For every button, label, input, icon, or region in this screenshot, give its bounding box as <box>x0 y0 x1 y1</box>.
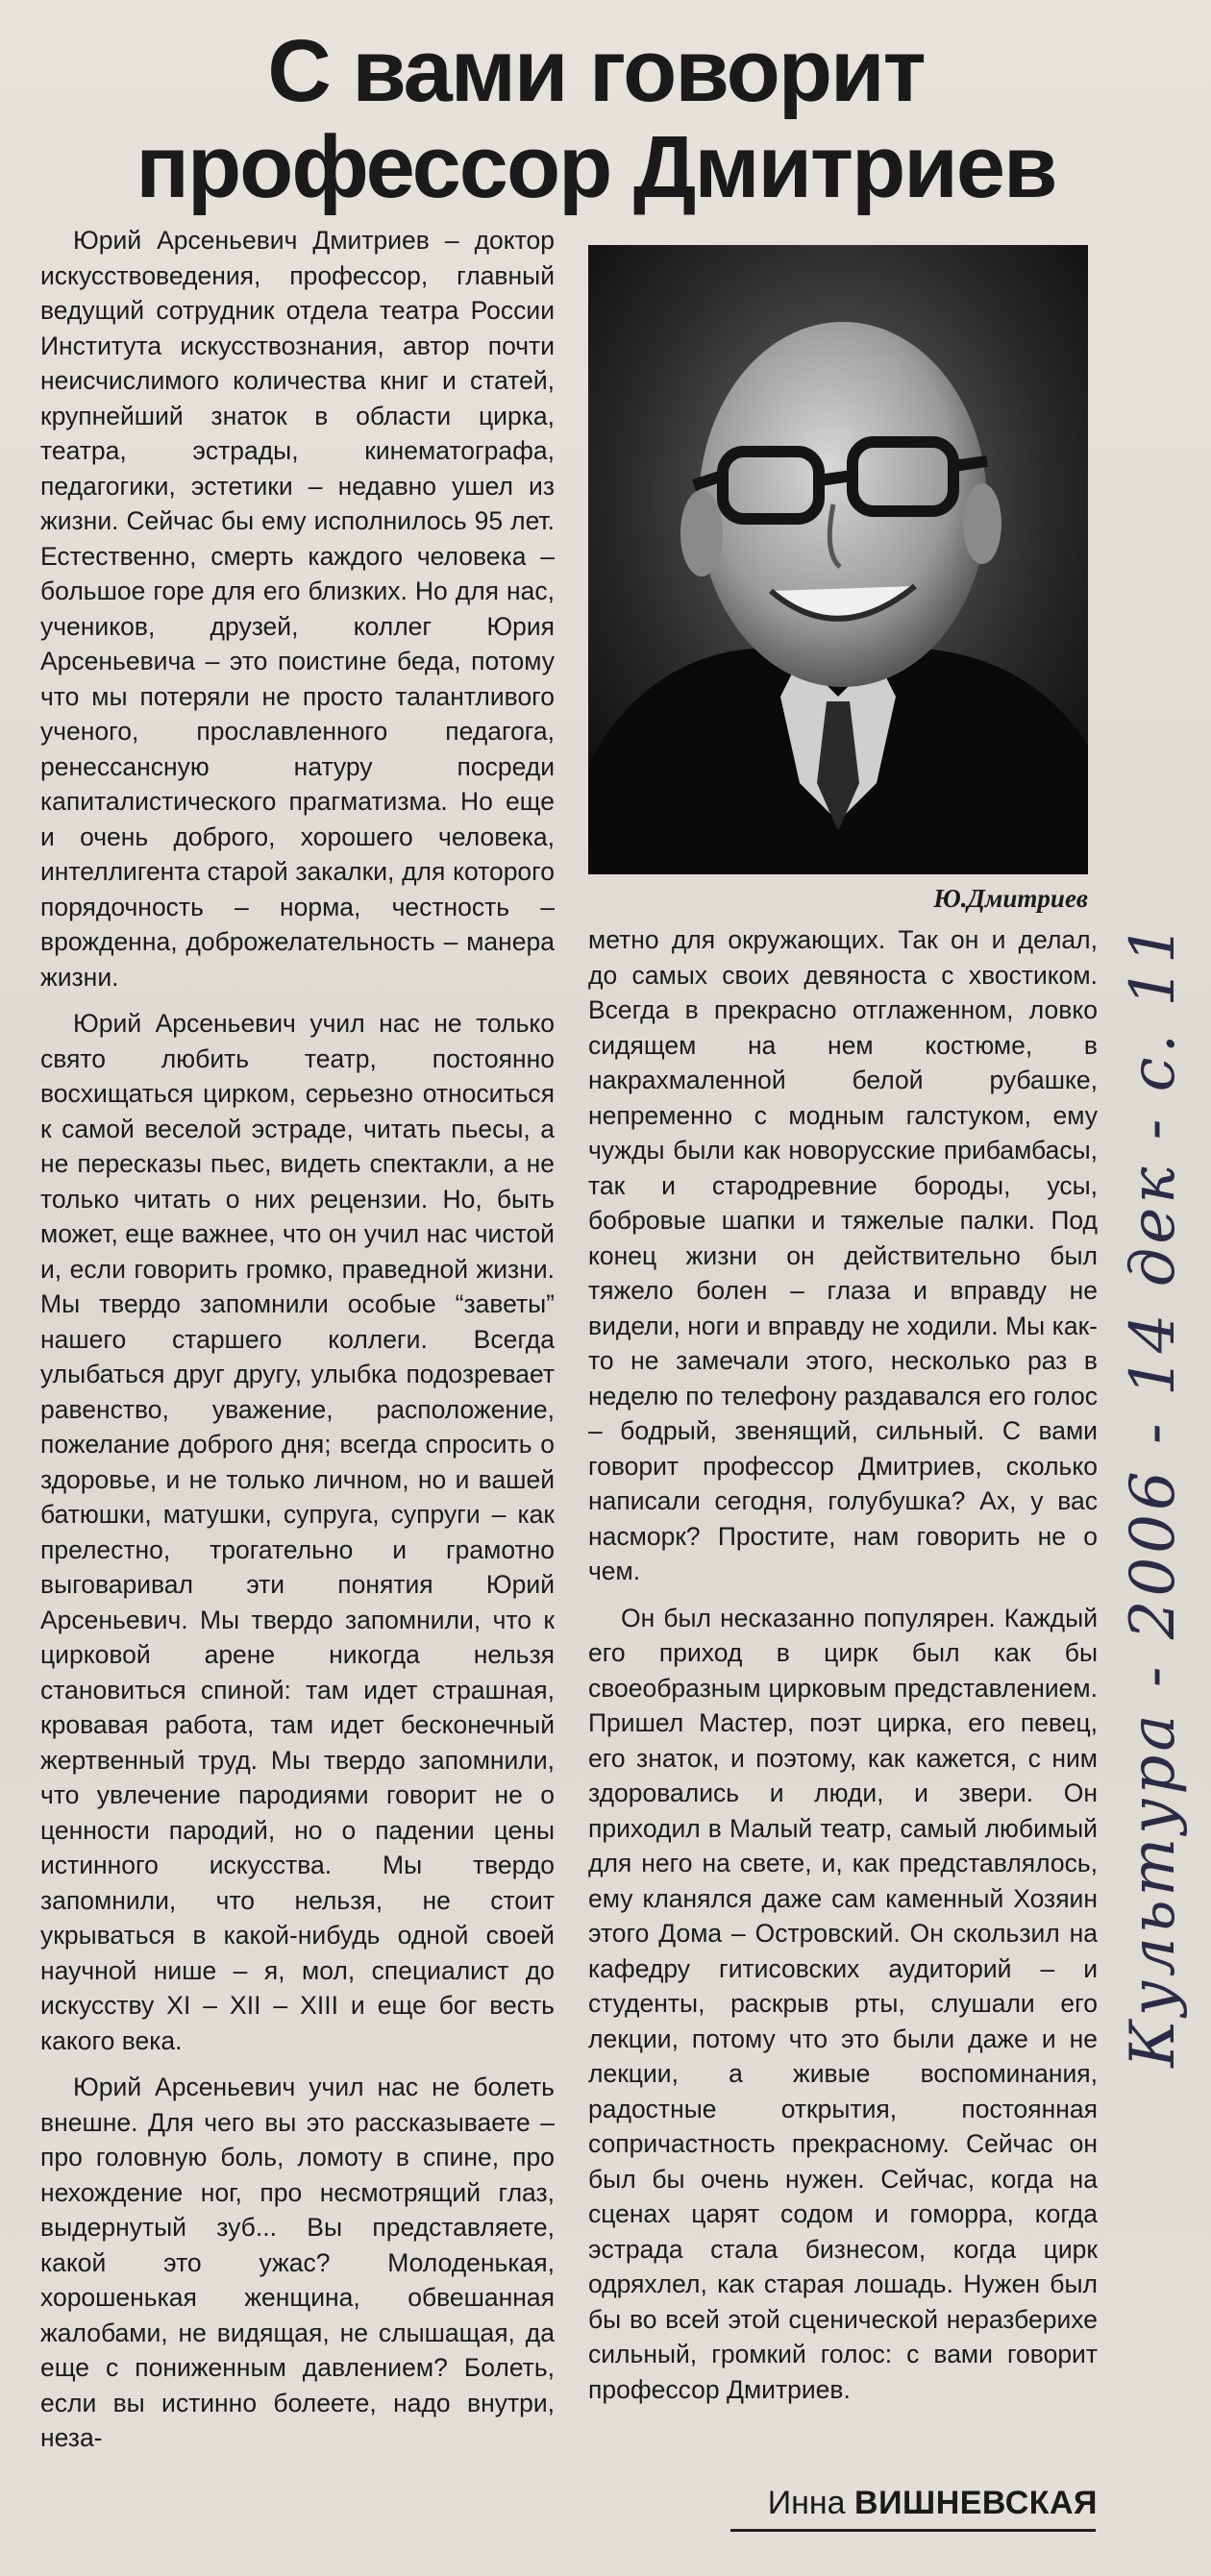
paragraph-illness-start: Юрий Арсеньевич учил нас не болеть внешне. Для чего вы это рассказываете – про головную боль, ломоту в спине, про нехождение ног, про несмотрящий глаз, выдернутый зуб... Вы представляете, какой это ужас? Молоденькая, хорошенькая женщина, обвешанная жалобами, не видящая, не слышащая, да еще с пониженным давлением? Болеть, если вы истинно болеете, надо внутри, неза- <box>40 2073 555 2452</box>
paragraph-teachings: Юрий Арсеньевич учил нас не только свято любить театр, постоянно восхищаться цирком, серьезно относиться к самой веселой эстраде, читать пьесы, а не пересказы пьес, видеть спектакли, а не только читать о них рецензии. Но, быть может, еще важнее, что он учил нас чистой и, если говорить громко, праведной жизни. Мы твердо запомнили особые “заветы” нашего старшего коллеги. Всегда улыбаться друг другу, улыбка подозревает равенство, уважение, расположение, пожелание доброго дня; всегда спросить о здоровье, и не только личном, но и вашей батюшки, матушки, супруга, супруги – как прелестно, трогательно и грамотно выговаривал эти понятия Юрий Арсеньевич. Мы твердо запомнили, что к цирковой арене никогда нельзя становиться спиной: там идет страшная, кровавая работа, там идет бесконечный жертвенный труд. Мы твердо запомнили, что увлечение пародиями говорит не о ценности пародий, но о падении цены истинного искусства. Мы твердо запомнили, что нельзя, не стоит укрываться в какой-нибудь одной своей научной нише – я, мол, специалист до искусству XI – XII – XIII и еще бог весть какого века. <box>40 1009 555 2055</box>
byline-underline <box>730 2529 1096 2532</box>
left-column <box>40 223 555 2467</box>
headline-line-2: профессор Дмитриев <box>136 118 1056 216</box>
portrait-photo <box>588 245 1088 874</box>
handwritten-note <box>1100 461 1206 2527</box>
paragraph-popularity: Он был несказанно популярен. Каждый его приход в цирк был как бы своеобразным цирковым представлением. Пришел Мастер, поэт цирка, его певец, его знаток, и поэтому, как кажется, с ним здоровались и люди, и звери. Он приходил в Малый театр, самый любимый для него на свете, и, как представлялось, ему кланялся даже сам каменный Хозяин этого Дома – Островский. Он скользил на кафедру гитисовских аудиторий – и студенты, раскрыв рты, слушали его лекции, потому что это были даже и не лекции, а живые воспоминания, радостные открытия, постоянная сопричастность прекрасному. Сейчас он был бы очень нужен. Сейчас, когда на сценах царят содом и гоморра, когда эстрада стала бизнесом, когда цирк одряхлел, как старая лошадь. Нужен был бы во всей этой сценической неразберихе сильный, громкий голос: с вами говорит профессор Дмитриев. <box>588 1603 1098 2404</box>
article-headline <box>115 23 1076 215</box>
author-byline <box>588 2483 1098 2523</box>
right-column <box>588 922 1098 2418</box>
handwritten-note-text: Культура - 2006 - 14 дек - с. 11 <box>1118 920 1189 2068</box>
author-last-name: ВИШНЕВСКАЯ <box>854 2485 1098 2521</box>
paragraph-intro: Юрий Арсеньевич Дмитриев – доктор искусствоведения, профессор, главный ведущий сотрудник отдела театра России Института искусствознания, автор почти неисчислимого количества книг и статей, крупнейший знаток в области цирка, театра, эстрады, кинематографа, педагогики, эстетики – недавно ушел из жизни. Сейчас бы ему исполнилось 95 лет. Естественно, смерть каждого человека – большое горе для его близких. Но для нас, учеников, друзей, коллег Юрия Арсеньевича – это поистине беда, потому что мы потеряли не просто талантливого ученого, прославленного педагога, ренессансную натуру посреди капиталистического прагматизма. Но еще и очень доброго, хорошего человека, интеллигента старой закалки, для которого порядочность – норма, честность – врожденна, доброжелательность – манера жизни. <box>40 226 555 992</box>
headline-line-1: С вами говорит <box>267 22 925 120</box>
author-first-name: Инна <box>767 2485 846 2521</box>
photo-caption: Ю.Дмитриев <box>933 884 1088 913</box>
paragraph-illness-end: метно для окружающих. Так он и делал, до самых своих девяноста с хвостиком. Всегда в прекрасно отглаженном, ловко сидящем на нем костюме, в накрахмаленной белой рубашке, непременно с модным галстуком, ему чужды были как новорусские прибамбасы, так и стародревние бороды, усы, бобровые шапки и тяжелые палки. Под конец жизни он действительно был тяжело болен – глаза и вправду не видели, ноги и вправду не ходили. Мы как-то не замечали этого, несколько раз в неделю по телефону раздавался его голос – бодрый, звенящий, сильный. С вами говорит профессор Дмитриев, сколько написали сегодня, голубушка? Ах, у вас насморк? Простите, нам говорить не о чем. <box>588 925 1098 1585</box>
portrait-illustration <box>588 245 1088 874</box>
